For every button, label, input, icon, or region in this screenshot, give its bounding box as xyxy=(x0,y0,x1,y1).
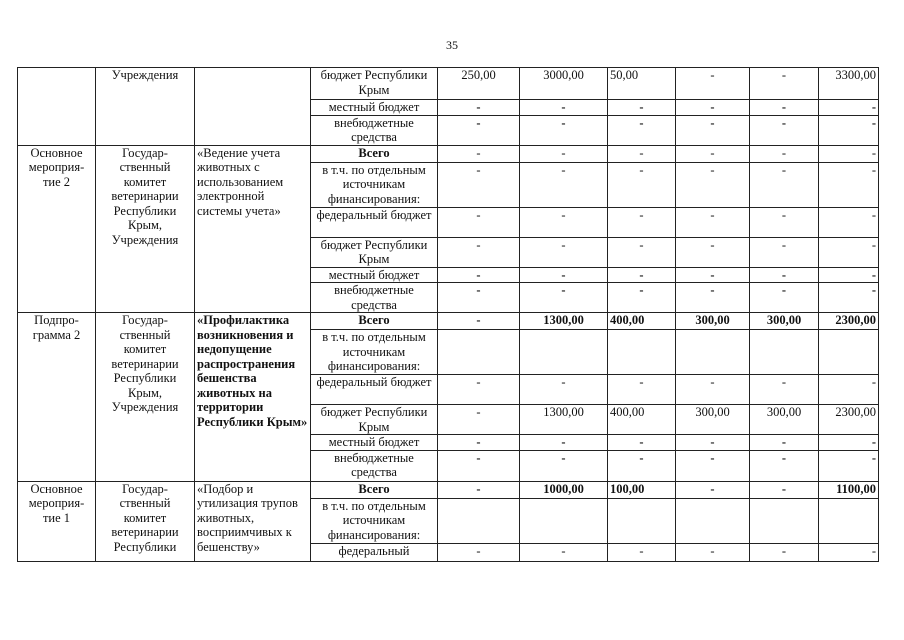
value-cell: - xyxy=(750,100,819,116)
value-cell xyxy=(819,330,879,375)
value-cell: - xyxy=(819,207,879,237)
value-cell: - xyxy=(438,283,520,313)
title-cell xyxy=(195,68,311,146)
source-cell: в т.ч. по отдельным источникам финансирования: xyxy=(311,498,438,543)
value-cell: 100,00 xyxy=(608,481,676,498)
value-cell: 400,00 xyxy=(608,313,676,330)
value-cell: - xyxy=(438,375,520,405)
value-cell: - xyxy=(750,283,819,313)
value-cell xyxy=(750,498,819,543)
value-cell: - xyxy=(438,435,520,451)
value-cell: - xyxy=(608,543,676,561)
value-cell: - xyxy=(676,237,750,267)
source-cell: бюджет Республики Крым xyxy=(311,68,438,100)
value-cell: - xyxy=(676,481,750,498)
source-cell: Всего xyxy=(311,145,438,162)
value-cell: - xyxy=(608,450,676,481)
table-row xyxy=(18,313,879,330)
source-cell: местный бюджет xyxy=(311,267,438,283)
value-cell: - xyxy=(676,207,750,237)
value-cell: - xyxy=(520,162,608,207)
value-cell xyxy=(438,330,520,375)
value-cell: - xyxy=(819,435,879,451)
title-cell: «Подбор и утилизация трупов животных, восприимчивых к бешенству» xyxy=(195,481,311,561)
value-cell xyxy=(676,330,750,375)
value-cell xyxy=(819,498,879,543)
value-cell: - xyxy=(520,375,608,405)
value-cell: - xyxy=(676,162,750,207)
value-cell: - xyxy=(608,162,676,207)
value-cell: - xyxy=(676,68,750,100)
value-cell: - xyxy=(608,207,676,237)
value-cell: 300,00 xyxy=(750,405,819,435)
value-cell: - xyxy=(608,237,676,267)
value-cell: - xyxy=(750,450,819,481)
source-cell: внебюджетные средства xyxy=(311,115,438,145)
value-cell: - xyxy=(520,207,608,237)
value-cell: - xyxy=(438,237,520,267)
value-cell: - xyxy=(608,115,676,145)
value-cell: 300,00 xyxy=(750,313,819,330)
title-cell: «Профилактика возникновения и недопущение распространения бешенства животных на территории Республики Крым» xyxy=(195,313,311,482)
value-cell: - xyxy=(750,267,819,283)
value-cell: 1300,00 xyxy=(520,313,608,330)
value-cell: - xyxy=(608,435,676,451)
page-number: 35 xyxy=(446,38,458,52)
value-cell: - xyxy=(819,375,879,405)
value-cell: - xyxy=(520,543,608,561)
value-cell: - xyxy=(608,145,676,162)
value-cell: 300,00 xyxy=(676,405,750,435)
value-cell: - xyxy=(676,375,750,405)
value-cell: - xyxy=(608,100,676,116)
table-row xyxy=(18,481,879,498)
value-cell: - xyxy=(750,375,819,405)
value-cell: - xyxy=(520,115,608,145)
program-cell: Подпро-грамма 2 xyxy=(18,313,96,482)
value-cell: - xyxy=(676,283,750,313)
value-cell: - xyxy=(438,100,520,116)
value-cell: - xyxy=(819,115,879,145)
value-cell: - xyxy=(750,481,819,498)
source-cell: в т.ч. по отдельным источникам финансирования: xyxy=(311,162,438,207)
value-cell xyxy=(438,498,520,543)
value-cell: - xyxy=(438,207,520,237)
source-cell: бюджет Республики Крым xyxy=(311,405,438,435)
value-cell: - xyxy=(676,100,750,116)
value-cell: 2300,00 xyxy=(819,313,879,330)
source-cell: внебюджетные средства xyxy=(311,283,438,313)
value-cell: - xyxy=(520,237,608,267)
value-cell: - xyxy=(438,313,520,330)
value-cell: - xyxy=(520,145,608,162)
value-cell: - xyxy=(608,283,676,313)
value-cell: 1100,00 xyxy=(819,481,879,498)
value-cell: - xyxy=(750,68,819,100)
value-cell: - xyxy=(520,435,608,451)
value-cell: - xyxy=(750,162,819,207)
value-cell: - xyxy=(438,267,520,283)
value-cell: 300,00 xyxy=(676,313,750,330)
source-cell: местный бюджет xyxy=(311,100,438,116)
value-cell: - xyxy=(438,543,520,561)
executor-cell: Учреждения xyxy=(96,68,195,146)
value-cell: 2300,00 xyxy=(819,405,879,435)
table-row xyxy=(18,68,879,100)
value-cell: - xyxy=(438,481,520,498)
value-cell: 3000,00 xyxy=(520,68,608,100)
value-cell: 400,00 xyxy=(608,405,676,435)
value-cell: 1300,00 xyxy=(520,405,608,435)
value-cell xyxy=(608,330,676,375)
source-cell: Всего xyxy=(311,313,438,330)
source-cell: в т.ч. по отдельным источникам финансирования: xyxy=(311,330,438,375)
value-cell: - xyxy=(676,115,750,145)
value-cell: - xyxy=(819,283,879,313)
value-cell: - xyxy=(750,435,819,451)
value-cell: - xyxy=(676,543,750,561)
value-cell: - xyxy=(819,237,879,267)
value-cell: - xyxy=(608,267,676,283)
value-cell: 250,00 xyxy=(438,68,520,100)
value-cell: - xyxy=(676,435,750,451)
value-cell: - xyxy=(438,162,520,207)
source-cell: местный бюджет xyxy=(311,435,438,451)
value-cell: - xyxy=(819,450,879,481)
value-cell: - xyxy=(676,450,750,481)
value-cell: - xyxy=(750,237,819,267)
value-cell: - xyxy=(819,162,879,207)
value-cell xyxy=(750,330,819,375)
program-cell: Основное мероприя-тие 2 xyxy=(18,145,96,313)
source-cell: федеральный бюджет xyxy=(311,375,438,405)
program-cell: Основное мероприя-тие 1 xyxy=(18,481,96,561)
value-cell: - xyxy=(438,450,520,481)
title-cell: «Ведение учета животных с использованием электронной системы учета» xyxy=(195,145,311,313)
value-cell: - xyxy=(438,405,520,435)
value-cell xyxy=(520,330,608,375)
value-cell xyxy=(520,498,608,543)
executor-cell: Государ-ственный комитет ветеринарии Республики Крым, Учреждения xyxy=(96,145,195,313)
value-cell: 50,00 xyxy=(608,68,676,100)
source-cell: внебюджетные средства xyxy=(311,450,438,481)
value-cell: - xyxy=(676,145,750,162)
value-cell: - xyxy=(438,145,520,162)
executor-cell: Государ-ственный комитет ветеринарии Республики Крым, Учреждения xyxy=(96,313,195,482)
value-cell: - xyxy=(750,145,819,162)
source-cell: Всего xyxy=(311,481,438,498)
source-cell: федеральный бюджет xyxy=(311,207,438,237)
value-cell: - xyxy=(819,267,879,283)
value-cell: - xyxy=(750,543,819,561)
value-cell: - xyxy=(520,283,608,313)
value-cell: - xyxy=(438,115,520,145)
value-cell: - xyxy=(819,100,879,116)
source-cell: федеральный xyxy=(311,543,438,561)
source-cell: бюджет Республики Крым xyxy=(311,237,438,267)
value-cell: - xyxy=(520,450,608,481)
value-cell: - xyxy=(520,100,608,116)
value-cell: 3300,00 xyxy=(819,68,879,100)
value-cell: - xyxy=(750,207,819,237)
value-cell: - xyxy=(676,267,750,283)
budget-table xyxy=(17,67,879,562)
value-cell: - xyxy=(520,267,608,283)
value-cell: - xyxy=(608,375,676,405)
program-cell xyxy=(18,68,96,146)
value-cell xyxy=(608,498,676,543)
executor-cell: Государ-ственный комитет ветеринарии Республики xyxy=(96,481,195,561)
value-cell: - xyxy=(819,543,879,561)
value-cell: 1000,00 xyxy=(520,481,608,498)
value-cell: - xyxy=(750,115,819,145)
table-row xyxy=(18,145,879,162)
value-cell xyxy=(676,498,750,543)
value-cell: - xyxy=(819,145,879,162)
